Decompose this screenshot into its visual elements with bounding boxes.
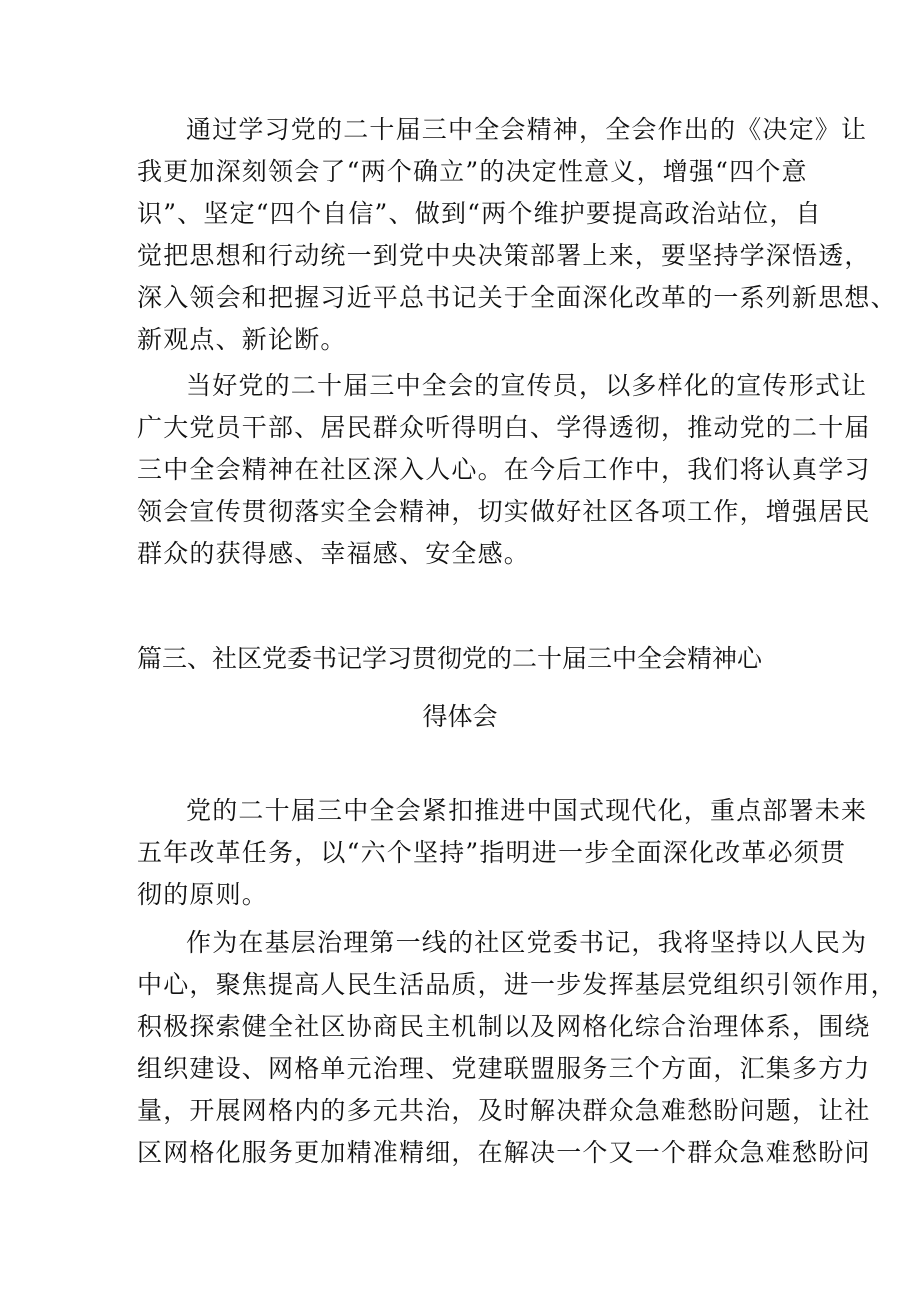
paragraph-line: 组织建设、网格单元治理、党建联盟服务三个方面，汇集多方力 xyxy=(137,1054,871,1083)
paragraph-line: 群众的获得感、幸福感、安全感。 xyxy=(137,539,531,568)
paragraph-line: 觉把思想和行动统一到党中央决策部署上来，要坚持学深悟透， xyxy=(137,241,871,270)
paragraph-line: 我更加深刻领会了“两个确立”的决定性意义，增强“四个意 xyxy=(137,157,808,186)
paragraph-line: 当好党的二十届三中全会的宣传员，以多样化的宣传形式让 xyxy=(186,371,868,400)
paragraph-line: 区网格化服务更加精准精细，在解决一个又一个群众急难愁盼问 xyxy=(137,1138,871,1167)
paragraph-line: 彻的原则。 xyxy=(137,880,269,909)
paragraph-line: 广大党员干部、居民群众听得明白、学得透彻，推动党的二十届 xyxy=(137,413,871,442)
paragraph-line: 通过学习党的二十届三中全会精神，全会作出的《决定》让 xyxy=(186,115,868,144)
paragraph-line: 积极探索健全社区协商民主机制以及网格化综合治理体系，围绕 xyxy=(137,1012,871,1041)
paragraph-line: 量，开展网格内的多元共治，及时解决群众急难愁盼问题，让社 xyxy=(137,1096,871,1125)
paragraph-line: 五年改革任务，以“六个坚持”指明进一步全面深化改革必须贯 xyxy=(137,838,847,867)
paragraph-line: 新观点、新论断。 xyxy=(137,325,347,354)
paragraph-line: 深入领会和把握习近平总书记关于全面深化改革的一系列新思想、 xyxy=(137,283,897,312)
paragraph-line: 作为在基层治理第一线的社区党委书记，我将坚持以人民为 xyxy=(186,928,868,957)
paragraph-line: 识”、坚定“四个自信”、做到“两个维护要提高政治站位，自 xyxy=(137,199,822,228)
paragraph-line: 中心，聚焦提高人民生活品质，进一步发挥基层党组织引领作用， xyxy=(137,970,897,999)
heading-line-2: 得体会 xyxy=(422,702,498,731)
paragraph-line: 三中全会精神在社区深入人心。在今后工作中，我们将认真学习 xyxy=(137,455,871,484)
paragraph-line: 领会宣传贯彻落实全会精神，切实做好社区各项工作，增强居民 xyxy=(137,497,871,526)
heading-line-1: 篇三、社区党委书记学习贯彻党的二十届三中全会精神心 xyxy=(137,644,763,673)
paragraph-line: 党的二十届三中全会紧扣推进中国式现代化，重点部署未来 xyxy=(186,796,868,825)
